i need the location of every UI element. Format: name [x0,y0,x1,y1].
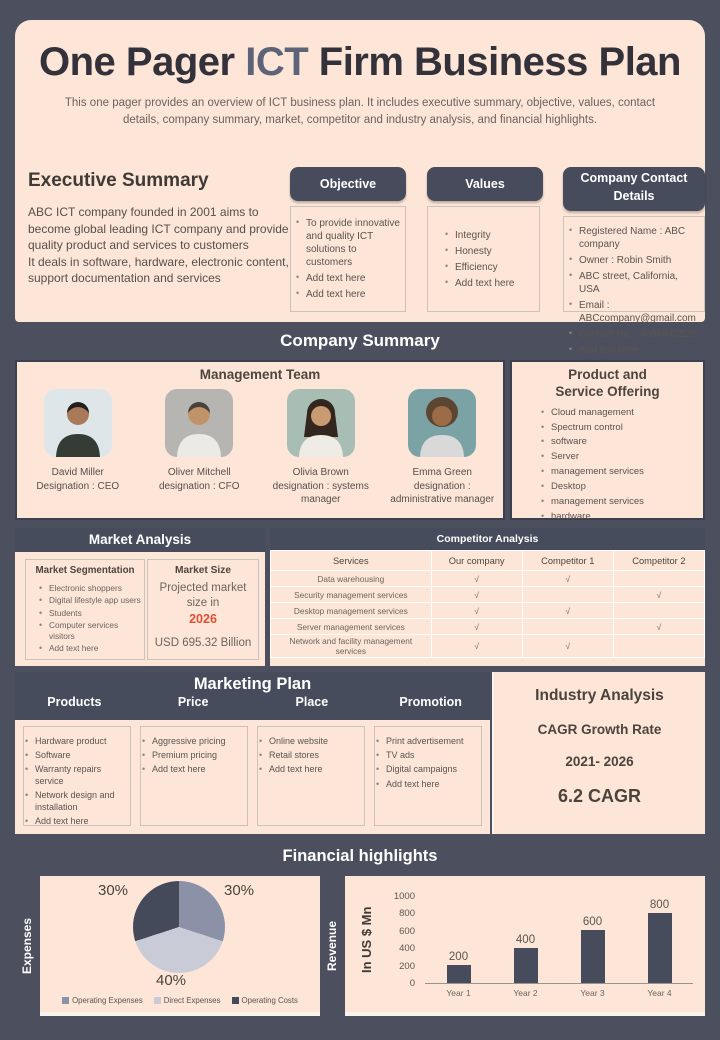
list-item: • TV ads [375,750,481,762]
bar-data-label: 800 [649,898,670,911]
team-row [17,389,503,507]
list-item: • Honesty [444,245,536,258]
column-label: Products [47,695,102,709]
check-cell: √ [522,603,613,619]
market-size-value: USD 695.32 Billion [154,636,252,649]
expenses-axis-label: Expenses [20,917,34,975]
member-name [17,466,139,493]
check-cell: √ [522,635,613,658]
table-row [271,571,705,587]
pie-data-label: 30% [98,882,129,899]
pie-chart [133,881,225,973]
title-accent: ICT [245,40,309,84]
product-service-heading [512,367,703,401]
list-item: • Electronic shoppers [38,583,144,594]
column-header: Competitor 2 [613,551,704,571]
bar-group [428,896,490,983]
values-header: Values [427,167,543,201]
member-name-text: Oliver Mitchell [167,467,231,478]
service-cell: Server management services [271,619,432,635]
list-item: • Students [38,608,144,619]
contact-box [563,216,705,356]
team-member [17,389,139,507]
product-service-panel [510,360,705,520]
competitor-analysis-panel [270,528,705,666]
check-cell [613,635,704,658]
avatar-david-miller [44,389,112,457]
list-item: • Add text here [258,764,364,776]
executive-summary-heading: Executive Summary [28,170,209,191]
y-tick: 400 [399,943,415,955]
marketing-plan-panel [15,672,490,834]
bar-chart [425,896,693,984]
list-item: • Add text here [295,272,402,285]
list-item: • software [540,436,703,448]
table-row [271,619,705,635]
competitor-analysis-table [270,550,705,658]
bar-data-label: 600 [582,916,603,929]
member-name-text: Olivia Brown [292,467,349,478]
service-cell: Network and facility management services [271,635,432,658]
list-item: • management services [540,496,703,508]
bar [514,948,538,983]
list-item: • Integrity [444,229,536,242]
list-item: • Computer services visitors [38,620,144,642]
list-item: • hardware [540,511,703,523]
list-item: • Hardware product [24,736,130,748]
service-cell: Security management services [271,587,432,603]
list-item: • Network design and installation [24,790,130,813]
page-subtitle: This one pager provides an overview of ICT business plan. It includes executive summary, objective, values, contact details, company summary, market, competitor and industry analysis, and financial highlights. [64,97,656,127]
y-tick: 600 [399,925,415,937]
promotion-box [374,726,482,826]
list-item: • Spectrum control [540,422,703,434]
cagr-years: 2021- 2026 [565,754,634,769]
service-cell: Data warehousing [271,571,432,587]
x-axis-labels [425,988,693,998]
legend-item [232,996,298,1005]
pie-legend [40,996,320,1005]
market-segmentation-heading: Market Segmentation [35,565,135,576]
contact-header: Company Contact Details [563,167,705,211]
list-item: • Cloud management [540,407,703,419]
x-tick: Year 2 [513,988,538,998]
list-item: • Warranty repairs service [24,764,130,787]
check-cell [613,603,704,619]
x-tick: Year 1 [446,988,471,998]
marketing-plan-body [15,720,490,826]
management-team-panel [15,360,505,520]
check-cell: √ [431,603,522,619]
market-segmentation-list [26,576,144,654]
column-header: Competitor 1 [522,551,613,571]
pie-data-label: 30% [224,882,255,899]
legend-label: Operating Costs [241,996,298,1005]
member-name [260,466,382,507]
company-summary-banner: Company Summary [280,331,440,350]
table-row [271,635,705,658]
list-item: • Desktop [540,481,703,493]
title-pre: One Pager [39,40,246,84]
member-designation: designation : administrative manager [390,480,495,505]
member-designation: Designation : CEO [36,480,120,492]
values-box [427,206,540,312]
market-analysis-body [15,552,265,666]
list-item: • Add text here [375,779,481,791]
cagr-growth-rate: CAGR Growth Rate [537,722,662,737]
bar [581,930,605,983]
values-list [444,229,536,290]
promotion-list [375,736,481,790]
market-analysis-panel [15,528,265,666]
place-list [258,736,364,776]
marketing-plan-columns [15,695,490,709]
list-item: • Online website [258,736,364,748]
product-service-list [512,401,703,523]
header-panel [15,20,705,356]
list-item: • Premium pricing [141,750,247,762]
bar-group [562,896,624,983]
objective-box [290,206,406,312]
industry-analysis-panel [492,672,705,834]
list-item: • Digital lifestyle app users [38,595,144,606]
management-team-heading: Management Team [199,367,321,382]
x-tick: Year 3 [580,988,605,998]
list-item: • Digital campaigns [375,764,481,776]
legend-label: Operating Expenses [72,996,143,1005]
bar-data-label: 200 [448,951,469,964]
list-item: • Efficiency [444,261,536,274]
member-name-text: Emma Green [412,467,472,478]
table-row [271,587,705,603]
marketing-plan-header [15,672,490,720]
avatar-oliver-mitchell [165,389,233,457]
check-cell: √ [522,571,613,587]
expenses-pie-panel [40,876,320,1016]
service-cell: Desktop management services [271,603,432,619]
check-cell: √ [613,619,704,635]
title-post: Firm Business Plan [308,40,681,84]
member-name [139,466,261,493]
pie-data-label: 40% [156,972,187,989]
check-cell: √ [431,635,522,658]
market-analysis-heading: Market Analysis [15,528,265,552]
executive-summary [28,170,290,287]
place-box [257,726,365,826]
column-label: Promotion [399,695,462,709]
team-member [382,389,504,507]
list-item: • Retail stores [258,750,364,762]
page-title [15,20,705,85]
list-item: • Print advertisement [375,736,481,748]
member-designation: designation : CFO [158,480,240,492]
list-item: • Registered Name : ABC company [568,225,701,251]
legend-item [154,996,221,1005]
check-cell [522,619,613,635]
bar-data-label: 400 [515,933,536,946]
revenue-axis-label: Revenue [325,920,339,972]
market-segmentation-box [25,559,145,660]
team-member [139,389,261,507]
market-size-box [147,559,259,660]
bar-group [629,896,691,983]
column-header: Services [271,551,432,571]
bar-group [495,896,557,983]
bar [447,965,471,983]
table-header-row [271,551,705,571]
list-item: • Email : ABCcompany@gmail.com [568,299,701,325]
member-designation: designation : systems manager [272,480,369,505]
list-item: • Server [540,451,703,463]
check-cell [522,587,613,603]
list-item: • To provide innovative and quality ICT solutions to customers [295,217,402,269]
heading-line1: Product and [568,367,647,382]
financial-highlights-banner: Financial highlights [282,847,438,865]
price-list [141,736,247,776]
list-item: • Add text here [38,643,144,654]
list-item: • Contact No. : 4056842525 [568,328,701,341]
market-size-heading: Market Size [174,565,232,576]
avatar-olivia-brown [287,389,355,457]
check-cell: √ [613,587,704,603]
objective-header: Objective [290,167,406,201]
executive-summary-para2: It deals in software, hardware, electronic content, support documentation and services [28,254,289,286]
list-item: • Add text here [295,288,402,301]
list-item: • Owner : Robin Smith [568,254,701,267]
industry-analysis-heading: Industry Analysis [535,687,664,704]
market-size-line: Projected market size in [159,582,247,609]
member-name [382,466,504,507]
legend-swatch [232,997,239,1004]
column-header: Our company [431,551,522,571]
check-cell: √ [431,571,522,587]
list-item: • management services [540,466,703,478]
list-item: • Add text here [24,816,130,828]
list-item: • Add text here [444,277,536,290]
table-row [271,603,705,619]
column-label: Price [177,695,209,709]
legend-item [62,996,143,1005]
list-item: • Aggressive pricing [141,736,247,748]
heading-line2: Service Offering [555,383,660,399]
bar [648,913,672,983]
products-box [23,726,131,826]
check-cell: √ [431,619,522,635]
check-cell: √ [431,587,522,603]
list-item: • Software [24,750,130,762]
executive-summary-para1: ABC ICT company founded in 2001 aims to become global leading ICT company and provide quality product and services to customers [28,205,289,253]
check-cell [613,571,704,587]
products-list [24,736,130,828]
member-name-text: David Miller [51,467,104,478]
y-tick: 1000 [393,891,415,902]
y-axis-label: In US $ Mn [359,906,374,974]
market-size-text [148,581,258,628]
competitor-analysis-heading: Competitor Analysis [270,528,705,550]
legend-swatch [62,997,69,1004]
objective-list [295,217,402,301]
list-item: • ABC street, California, USA [568,270,701,296]
cagr-value: 6.2 CAGR [557,786,642,806]
y-tick: 0 [409,977,415,989]
y-axis-ticks [379,891,415,989]
x-tick: Year 4 [647,988,672,998]
list-item: • Add text here [568,344,701,357]
y-tick: 800 [399,908,415,920]
legend-label: Direct Expenses [163,996,221,1005]
price-box [140,726,248,826]
legend-swatch [154,997,161,1004]
avatar-emma-green [408,389,476,457]
list-item: • Add text here [141,764,247,776]
y-tick: 200 [399,960,415,972]
column-label: Place [295,695,329,709]
market-size-year: 2026 [189,611,217,626]
team-member [260,389,382,507]
revenue-bar-panel [345,876,705,1016]
marketing-plan-heading: Marketing Plan [193,675,312,693]
